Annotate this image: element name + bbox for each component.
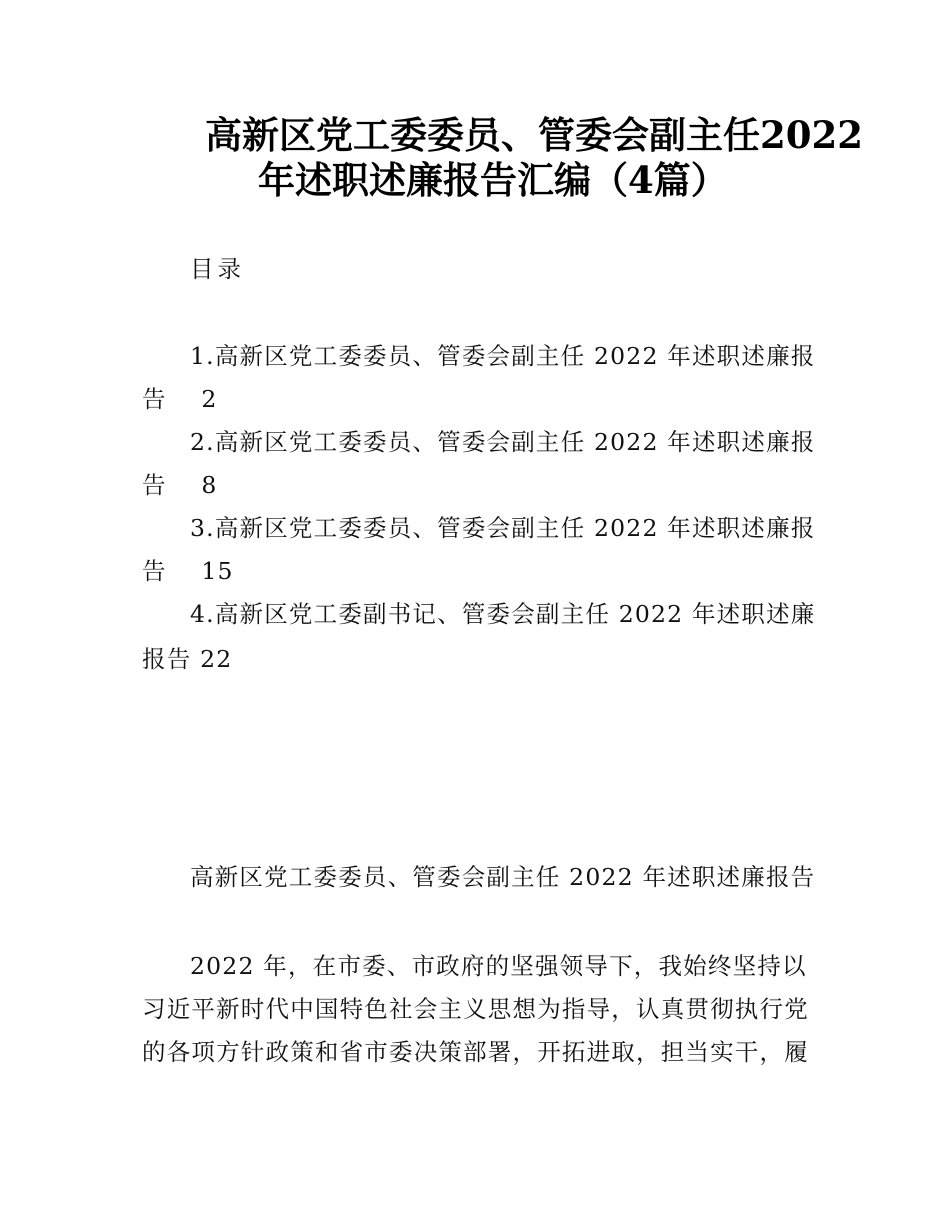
body-paragraph-line-2: 习近平新时代中国特色社会主义思想为指导，认真贯彻执行党 <box>142 995 809 1023</box>
toc-item-4-line-2[interactable]: 报告 22 <box>142 645 233 673</box>
section-title: 高新区党工委委员、管委会副主任 2022 年述职述廉报告 <box>190 863 816 891</box>
body-paragraph-line-1: 2022 年，在市委、市政府的坚强领导下，我始终坚持以 <box>190 952 807 980</box>
document-title-line-1: 高新区党工委委员、管委会副主任2022 <box>205 113 863 157</box>
document-title-line-2: 年述职述廉报告汇编（4篇） <box>258 158 728 202</box>
toc-item-1-line-2[interactable]: 告 2 <box>142 385 218 413</box>
toc-item-1-line-1[interactable]: 1.高新区党工委委员、管委会副主任 2022 年述职述廉报 <box>190 342 816 370</box>
toc-heading: 目录 <box>190 255 245 283</box>
toc-item-2-line-2[interactable]: 告 8 <box>142 471 218 499</box>
toc-item-3-line-1[interactable]: 3.高新区党工委委员、管委会副主任 2022 年述职述廉报 <box>190 514 816 542</box>
body-paragraph-line-3: 的各项方针政策和省市委决策部署，开拓进取，担当实干，履 <box>142 1038 809 1066</box>
toc-item-2-line-1[interactable]: 2.高新区党工委委员、管委会副主任 2022 年述职述廉报 <box>190 428 816 456</box>
toc-item-4-line-1[interactable]: 4.高新区党工委副书记、管委会副主任 2022 年述职述廉 <box>190 600 816 628</box>
toc-item-3-line-2[interactable]: 告 15 <box>142 557 234 585</box>
